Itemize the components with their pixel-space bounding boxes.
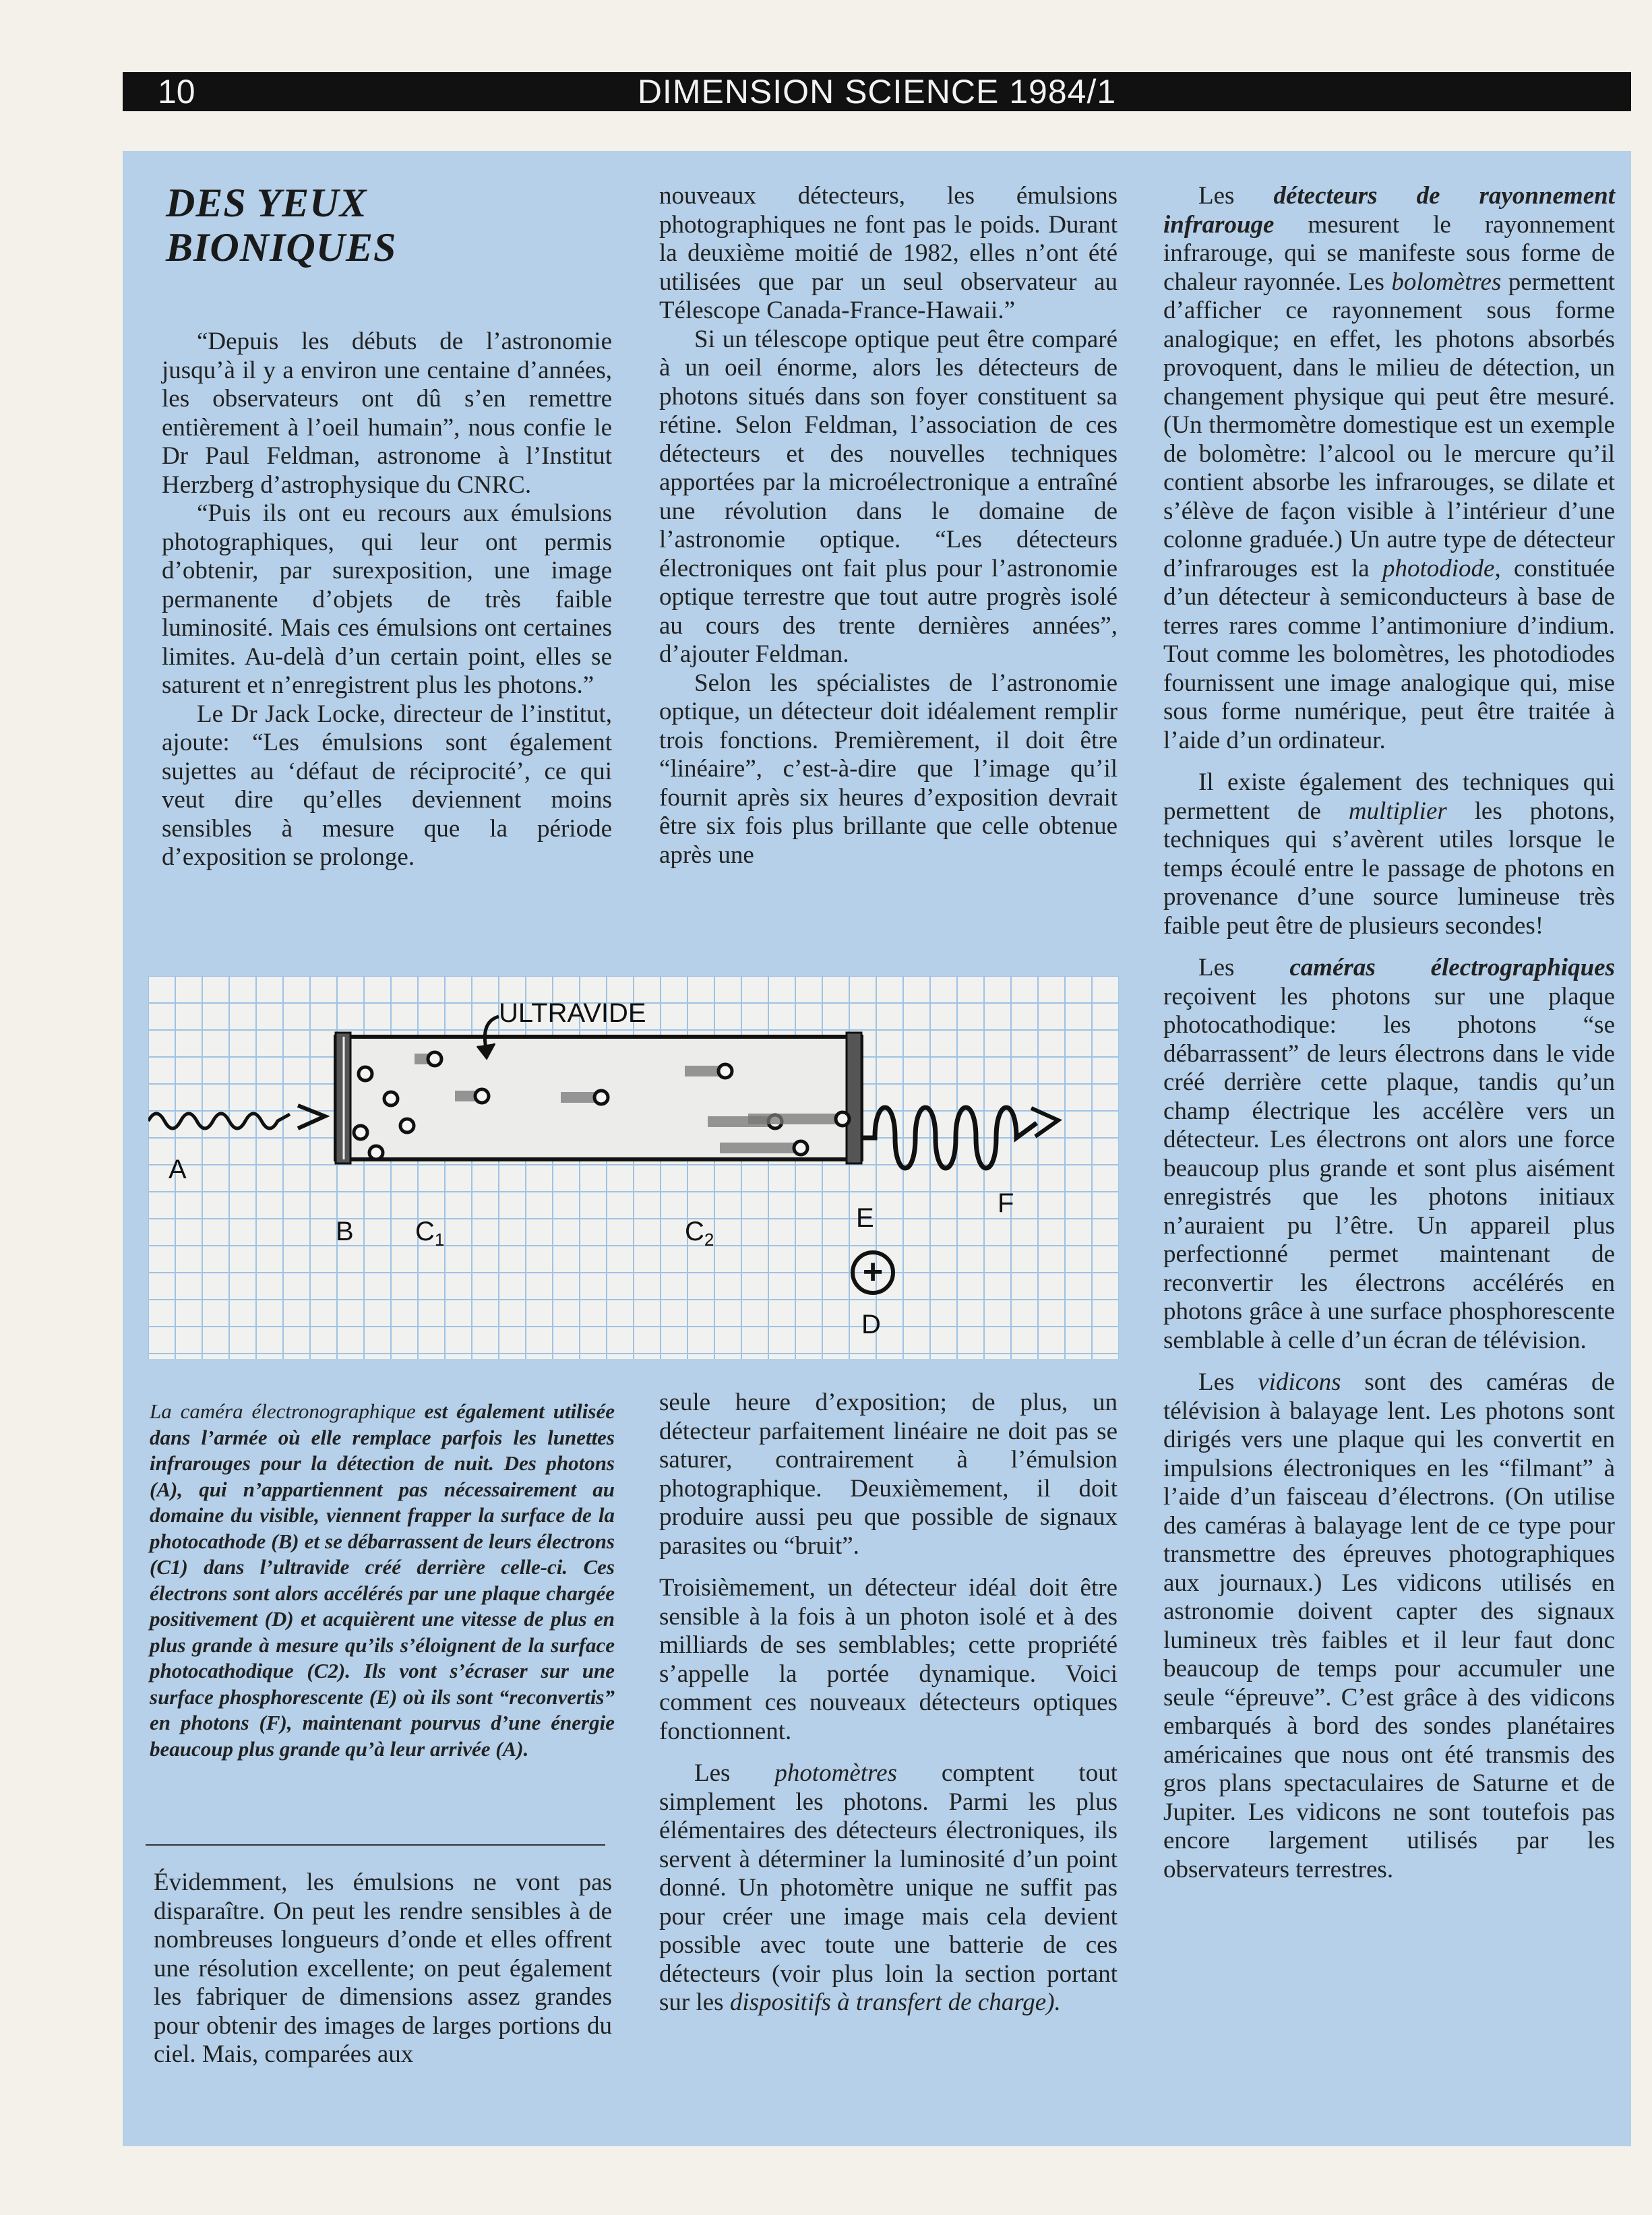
text-run: Les bbox=[1198, 954, 1290, 981]
page-number: 10 bbox=[158, 73, 195, 111]
term-infrarouge: détecteurs de rayonnement infrarouge bbox=[1163, 182, 1615, 239]
article-title-line1: DES YEUX bbox=[166, 181, 367, 225]
label-b: B bbox=[336, 1217, 354, 1246]
column-2-top bbox=[659, 182, 1118, 870]
paragraph: Si un télescope optique peut être comparé à un oeil énorme, alors les détecteurs de photons situés dans son foyer constituent sa rétine. Selon Feldman, l’association de ces détecteurs et des nouvelles techniques apportées par la microélectronique a entraîné une révolution dans le domaine de l’astronomie optique. “Les détecteurs électroniques ont fait plus pour l’astronomie optique terrestre que tout autre progrès isolé au cours des trente dernières années”, d’ajouter Feldman. bbox=[659, 325, 1118, 668]
label-c1: $C_1$ bbox=[415, 1217, 445, 1250]
term-bolometres: bolomètres bbox=[1391, 268, 1502, 296]
electron bbox=[718, 1064, 732, 1078]
caption-lead: La caméra électronographique bbox=[150, 1399, 416, 1423]
paragraph: Selon les spécialistes de l’astronomie optique, un détecteur doit idéalement remplir trois fonctions. Premièrement, il doit être “linéaire”, c’est-à-dire que l’image qu’il fournit après six heures d’exposition devrait être six fois plus brillante que celle obtenue après une bbox=[659, 669, 1118, 869]
text-run: permettent d’afficher ce rayonnement sous forme analogique; en effet, les photons absorbés provoquent, dans le milieu de détection, un changement physique qui peut être mesuré. (Un thermomètre domestique est un exemple de bolomètre: l’alcool ou le mercure qu’il contient absorbe les infrarouges, se dilate et s’élève de façon visible à l’intérieur d’une colonne graduée.) Un autre type de détecteur d’infrarouges est la bbox=[1163, 268, 1615, 582]
paragraph: Évidemment, les émulsions ne vont pas disparaître. On peut les rendre sensibles à de nombreuses longueurs d’onde et elles offrent une résolution excellente; on peut également les fabriquer de dimensions assez grandes pour obtenir des images de larges portions du ciel. Mais, comparées aux bbox=[154, 1869, 612, 2068]
label-a: A bbox=[169, 1155, 187, 1184]
electron bbox=[428, 1052, 441, 1066]
figure-diagram bbox=[148, 976, 1119, 1359]
electron bbox=[354, 1126, 367, 1139]
paragraph bbox=[1163, 954, 1615, 1355]
paragraph bbox=[1163, 182, 1615, 755]
paragraph: “Depuis les débuts de l’astronomie jusqu’à il y a environ une centaine d’années, les observateurs ont dû s’en remettre entièrement à l’oeil humain”, nous confie le Dr Paul Feldman, astronome à l’Institut Herzberg d’astrophysique du CNRC. bbox=[162, 328, 612, 499]
paragraph: Troisièmement, un détecteur idéal doit être sensible à la fois à un photon isolé et à des milliards de ses semblables; cette propriété s’appelle la portée dynamique. Voici comment ces nouveaux détecteurs optiques fonctionnent. bbox=[659, 1574, 1118, 1745]
term-vidicons: vidicons bbox=[1258, 1368, 1341, 1396]
article-title bbox=[166, 181, 597, 270]
electron bbox=[359, 1067, 372, 1081]
paragraph bbox=[1163, 1368, 1615, 1884]
text-run: Il existe également des techniques qui permettent de bbox=[1163, 768, 1615, 825]
electron-trail bbox=[748, 1114, 843, 1124]
text-run: mesurent le rayonnement infrarouge, qui se manifeste sous forme de chaleur rayonnée. Les bbox=[1163, 210, 1615, 296]
text-run: Les bbox=[1198, 1368, 1258, 1396]
paragraph bbox=[659, 1759, 1118, 2017]
term-cameras: caméras électrographiques bbox=[1289, 954, 1615, 981]
incoming-photon-wave bbox=[148, 1114, 290, 1128]
caption-text: est également utilisée dans l’armée où elle remplace parfois les lunettes infrarouges pour la détection de nuit. Des photons (A), qui n’appartiennent pas nécessairement au domaine du visible, viennent frapper la surface de la photocathode (B) et se débarrassent de leurs électrons (C1) dans l’ultravide créé derrière celle-ci. Ces électrons sont alors accélérés par une plaque chargée positivement (D) et acquièrent une vitesse de plus en plus grande à mesure qu’ils s’éloignent de la surface photocathodique (C2). Ils vont s’écraser sur une surface phosphorescente (E) où ils sont “reconvertis” en photons (F), maintenant pourvus d’une énergie beaucoup plus grande qu’à leur arrivée (A). bbox=[150, 1399, 615, 1761]
text-run: sont des caméras de télévision à balayage lent. Les photons sont dirigés vers une plaque qui les convertit en impulsions électroniques en les “filmant” à l’aide d’un faisceau d’électrons. (On utilise des caméras à balayage lent de ce type pour transmettre des épreuves photographiques aux journaux.) Les vidicons utilisés en astronomie doivent capter des signaux lumineux très faibles et il leur faut donc beaucoup de temps pour accumuler une seule “épreuve”. C’est grâce à des vidicons embarqués à bord des sondes planétaires américaines que nous ont été transmis des gros plans spectaculaires de Saturne et de Jupiter. Les vidicons ne sont toutefois pas encore largement utilisés par les observateurs terrestres. bbox=[1163, 1368, 1615, 1883]
text-run: les photons, techniques qui s’avèrent utiles lorsque le temps écoulé entre le passage de photons en provenance d’une source lumineuse très faible peut être de plusieurs secondes! bbox=[1163, 797, 1615, 940]
paragraph: Le Dr Jack Locke, directeur de l’institut, ajoute: “Les émulsions sont également sujettes au ‘défaut de réciprocité’, ce qui veut dire qu’elles deviennent moins sensibles à mesure que la période d’exposition se prolonge. bbox=[162, 700, 612, 871]
electron bbox=[475, 1089, 489, 1103]
column-2-bottom bbox=[659, 1389, 1118, 2017]
electron bbox=[369, 1146, 383, 1159]
electron bbox=[594, 1091, 608, 1104]
text-run: Les bbox=[1198, 182, 1274, 210]
figure-caption bbox=[150, 1399, 615, 1762]
term-photometres: photomètres bbox=[774, 1759, 897, 1787]
label-e: E bbox=[856, 1203, 874, 1233]
column-1-top bbox=[162, 328, 612, 872]
text-run: comptent tout simplement les photons. Parmi les plus élémentaires des détecteurs électroniques, ils servent à déterminer la luminosité d’un point donné. Un photomètre unique ne suffit pas pour créer une image mais cela devient possible avec toute une batterie de ces détecteurs (voir plus loin la section portant sur les bbox=[659, 1759, 1118, 2016]
electron bbox=[794, 1141, 807, 1155]
label-c2: $C_2$ bbox=[685, 1217, 714, 1250]
header-bar bbox=[123, 72, 1631, 111]
label-ultravide: ULTRAVIDE bbox=[499, 998, 646, 1028]
text-run: ). bbox=[1046, 1989, 1061, 2016]
electron-trail bbox=[720, 1143, 801, 1153]
plus-sign: + bbox=[862, 1252, 884, 1292]
paragraph: “Puis ils ont eu recours aux émulsions photographiques, qui leur ont permis d’obtenir, par surexposition, une image permanente d’objets de très faible luminosité. Mais ces émulsions ont certaines limites. Au-delà d’un certain point, elles se saturent et n’enregistrent plus les photons.” bbox=[162, 499, 612, 699]
term-photodiode: photodiode bbox=[1382, 554, 1495, 582]
electron bbox=[384, 1092, 398, 1105]
text-run: , constituée d’un détecteur à semiconducteurs à base de terres rares comme l’antimoniure d’indium. Tout comme les bolomètres, les photodiodes fournissent une image analogique qui, mise sous forme numérique, peut être traitée à l’aide d’un ordinateur. bbox=[1163, 554, 1615, 754]
figure-grid bbox=[148, 976, 1119, 1359]
column-3 bbox=[1163, 182, 1615, 1884]
paragraph bbox=[1163, 768, 1615, 940]
electron bbox=[400, 1119, 414, 1132]
term-ref: dispositifs à transfert de charge bbox=[729, 1989, 1047, 2016]
label-d: D bbox=[861, 1310, 881, 1339]
electron bbox=[836, 1112, 849, 1126]
text-run: reçoivent les photons sur une plaque photocathodique: les photons “se débarrassent” de leurs électrons dans le vide créé derrière cette plaque, tandis qu’un champ électrique les accélère vers un détecteur. Les électrons ont alors une force beaucoup plus grande et sont plus aisément enregistrés que les photons initiaux n’auraient pu l’être. Un appareil plus perfectionné permet maintenant de reconvertir les électrons accélérés en photons grâce à une surface phosphorescente semblable à celle d’un écran de télévision. bbox=[1163, 982, 1615, 1354]
paragraph: seule heure d’exposition; de plus, un détecteur parfaitement linéaire ne doit pas se saturer, contrairement à l’émulsion photographique. Deuxièmement, il doit produire aussi peu que possible de signaux parasites ou “bruit”. bbox=[659, 1389, 1118, 1560]
phosphor-screen bbox=[847, 1033, 861, 1163]
term-multiplier: multiplier bbox=[1348, 797, 1447, 825]
text-run: Les bbox=[694, 1759, 775, 1787]
paragraph: nouveaux détecteurs, les émulsions photographiques ne font pas le poids. Durant la deuxième moitié de 1982, elles n’ont été utilisées que par un seul observateur au Télescope Canada-France-Hawaii.” bbox=[659, 182, 1118, 324]
column-1-bottom bbox=[154, 1869, 612, 2069]
label-f: F bbox=[998, 1188, 1014, 1218]
caption-divider bbox=[146, 1844, 605, 1846]
electronographic-camera-figure bbox=[148, 976, 1119, 1359]
incoming-arrow-head bbox=[298, 1105, 325, 1128]
running-title: DIMENSION SCIENCE 1984/1 bbox=[637, 73, 1117, 111]
article-title-line2: BIONIQUES bbox=[166, 225, 397, 270]
